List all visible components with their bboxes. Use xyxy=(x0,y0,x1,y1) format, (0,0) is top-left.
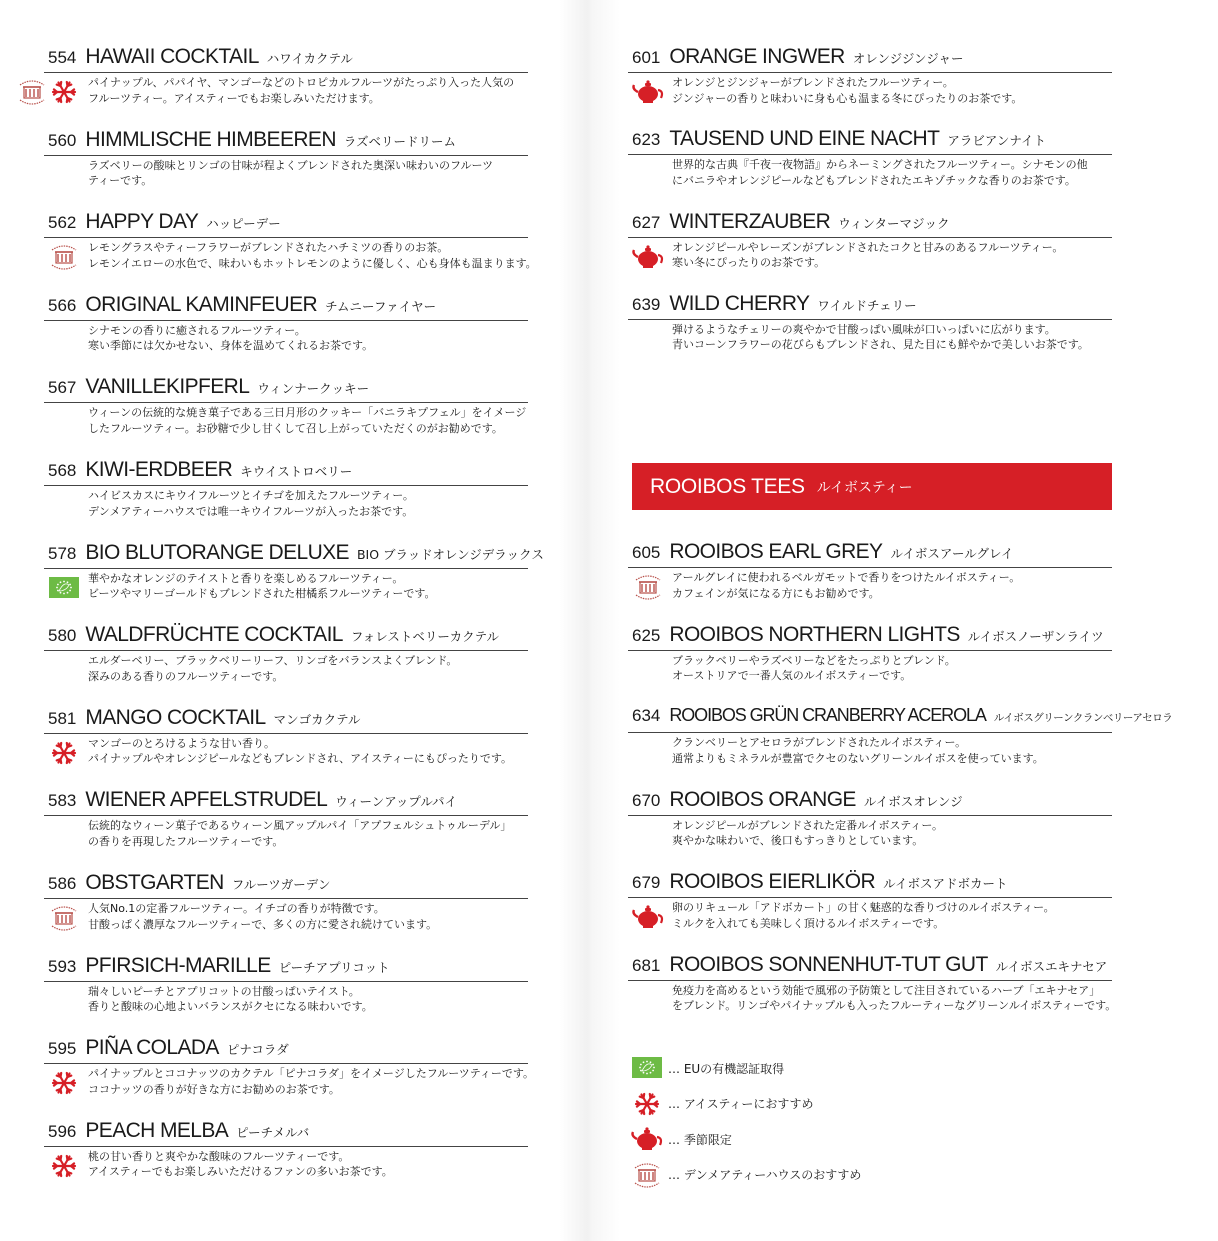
description-line: 免疫力を高めるという効能で風邪の予防策として注目されているハーブ「エキナセア」 xyxy=(672,983,1101,997)
tea-entry xyxy=(628,870,1118,940)
tea-name: WINTERZAUBER xyxy=(669,209,831,233)
tea-description xyxy=(88,984,536,1015)
description-line: オーストリアで一番人気のルイボスティーです。 xyxy=(672,669,912,682)
tea-description xyxy=(672,653,1120,684)
title-rule xyxy=(44,72,528,73)
legend-text: … アイスティーにおすすめ xyxy=(668,1097,814,1111)
description-line: アールグレイに使われるベルガモットで香りをつけたルイボスティー。 xyxy=(672,571,1021,584)
tea-name-jp: キウイストロベリー xyxy=(240,464,353,479)
entry-title xyxy=(48,1119,309,1143)
tea-name-jp: マンゴカクテル xyxy=(273,711,361,727)
description-line: ココナッツの香りが好きな方にお勧めのお茶です。 xyxy=(88,1082,340,1096)
tea-entry xyxy=(44,293,534,363)
description-line: 卵のリキュール「アドボカート」の甘く魅惑的な香りづけのルイボスティー。 xyxy=(672,901,1055,914)
tea-name-jp: ルイボスアールグレイ xyxy=(890,546,1014,561)
tea-number: 639 xyxy=(632,294,661,314)
description-line: パイナップルやオレンジピールなどもブレンドされ、アイスティーにもぴったりです。 xyxy=(88,752,512,766)
tea-name-jp: ルイボスオレンジ xyxy=(863,793,963,809)
description-line: をブレンド。リンゴやパイナップルも入ったフルーティーなグリーンルイボスティーです。 xyxy=(672,999,1117,1012)
tea-name: ORIGINAL KAMINFEUER xyxy=(85,292,318,316)
description-line: 弾けるようなチェリーの爽やかで甘酸っぱい風味が口いっぱいに広がります。 xyxy=(672,322,1056,336)
title-rule xyxy=(628,319,1112,320)
description-line: アイスティーでもお楽しみいただけるファンの多いお茶です。 xyxy=(88,1165,393,1179)
tea-description xyxy=(88,240,536,271)
entry-title xyxy=(48,954,390,978)
description-line: 桃の甘い香りと爽やかな酸味のフルーツティーです。 xyxy=(88,1149,350,1163)
entry-title xyxy=(632,953,1107,977)
title-rule xyxy=(44,568,528,569)
description-line: フルーツティー。アイスティーでもお楽しみいただけます。 xyxy=(88,91,380,105)
tea-description xyxy=(672,157,1120,188)
legend-item xyxy=(628,1052,1108,1084)
title-rule xyxy=(44,1063,528,1064)
description-line: 世界的な古典『千夜一夜物語』からネーミングされたフルーツティー。シナモンの他 xyxy=(672,158,1088,172)
tea-name-jp: BIO ブラッドオレンジデラックス xyxy=(356,546,544,562)
tea-entry xyxy=(44,210,537,280)
entry-title xyxy=(632,540,1013,564)
title-rule xyxy=(44,981,528,982)
tea-entry xyxy=(44,788,534,858)
tea-name: ROOIBOS GRÜN CRANBERRY ACEROLA xyxy=(669,705,986,725)
rooibos-section-banner xyxy=(632,463,1112,510)
tea-description xyxy=(88,488,536,519)
tea-name-jp: ウィーンアップルパイ xyxy=(335,794,457,810)
title-rule xyxy=(44,237,528,238)
tea-entry xyxy=(44,540,544,611)
description-line: パイナップル、パパイヤ、マンゴーなどのトロピカルフルーツがたっぷり入った人気の xyxy=(88,76,515,89)
teapot-icon xyxy=(632,77,664,107)
title-rule xyxy=(44,320,528,321)
tea-name: WIENER APFELSTRUDEL xyxy=(85,788,328,812)
tea-name-jp: ルイボスアドボカート xyxy=(883,876,1008,891)
tea-entry xyxy=(628,210,1118,280)
tea-entry xyxy=(628,705,1173,775)
tea-number: 560 xyxy=(48,130,77,150)
description-line: 青いコーンフラワーの花びらもブレンドされ、見た目にも鮮やかで美しいお茶です。 xyxy=(672,338,1089,352)
tea-description xyxy=(88,75,536,106)
tea-number: 566 xyxy=(48,295,77,315)
tea-description xyxy=(672,322,1120,353)
tea-number: 586 xyxy=(48,874,77,893)
tea-entry xyxy=(44,623,534,693)
title-rule xyxy=(628,650,1112,651)
tea-description xyxy=(88,901,536,932)
entry-title xyxy=(632,705,1172,726)
page-gutter xyxy=(560,0,620,1241)
tea-name-jp: ルイボスエキナセア xyxy=(995,958,1108,974)
tea-entry xyxy=(628,953,1118,1023)
tea-name: HIMMLISCHE HIMBEEREN xyxy=(85,127,336,151)
teehaus-badge-icon xyxy=(48,242,80,272)
entry-title xyxy=(632,788,963,812)
tea-description xyxy=(672,735,1120,766)
entry-title xyxy=(632,292,917,316)
entry-title xyxy=(632,45,963,69)
tea-name: OBSTGARTEN xyxy=(85,871,224,894)
tea-entry xyxy=(628,45,1118,115)
tea-name-jp: ピーチアプリコット xyxy=(278,959,390,975)
tea-name: PEACH MELBA xyxy=(85,1118,229,1142)
teehaus-badge-icon xyxy=(48,903,80,933)
tea-entry xyxy=(44,1119,534,1189)
description-line: パイナップルとココナッツのカクテル「ピナコラダ」をイメージしたフルーツティーです。 xyxy=(88,1067,535,1081)
tea-description xyxy=(672,818,1120,849)
eu-organic-leaf-icon xyxy=(630,1053,664,1083)
tea-name-jp: ハッピーデー xyxy=(206,216,281,232)
tea-name-jp: ルイボスノーザンライツ xyxy=(967,628,1104,644)
entry-title xyxy=(48,45,353,69)
tea-number: 670 xyxy=(632,790,661,810)
description-line: オレンジピールやレーズンがブレンドされたコクと甘みのあるフルーツティー。 xyxy=(672,240,1064,254)
tea-entry xyxy=(44,1036,534,1106)
tea-entry xyxy=(628,540,1118,610)
tea-name-jp: ピナコラダ xyxy=(226,1042,289,1058)
description-line: カフェインが気になる方にもお勧めです。 xyxy=(672,586,880,600)
tea-name: WALDFRÜCHTE COCKTAIL xyxy=(85,623,343,647)
description-line: ウィーンの伝統的な焼き菓子である三日月形のクッキー「バニラキプフェル」をイメージ xyxy=(88,406,527,420)
tea-number: 681 xyxy=(632,955,661,975)
legend-text: … 季節限定 xyxy=(668,1132,732,1147)
tea-name-jp: ラズベリードリーム xyxy=(343,133,457,149)
description-line: 香りと酸味の心地よいバランスがクセになる味わいです。 xyxy=(88,1000,373,1014)
tea-description xyxy=(88,653,536,684)
tea-entry xyxy=(44,706,534,776)
tea-name-jp: フォレストベリーカクテル xyxy=(350,629,500,645)
entry-title xyxy=(48,458,352,482)
tea-name: VANILLEKIPFERL xyxy=(85,375,250,399)
snowflake-icon xyxy=(48,1151,80,1181)
eu-organic-leaf-icon xyxy=(48,573,80,603)
tea-name-jp: ワイルドチェリー xyxy=(817,297,917,313)
description-line: オレンジとジンジャーがブレンドされたフルーツティー。 xyxy=(672,76,954,89)
tea-number: 567 xyxy=(48,378,77,398)
entry-title xyxy=(48,541,544,565)
description-line: 寒い冬にぴったりのお茶です。 xyxy=(672,256,826,270)
entry-title xyxy=(632,127,1046,151)
teehaus-badge-icon xyxy=(630,1160,664,1190)
description-line: マンゴーのとろけるような甘い香り。 xyxy=(88,736,275,750)
tea-name-jp: ルイボスグリーンクランベリーアセロラ xyxy=(993,712,1173,724)
tea-description xyxy=(88,736,536,767)
tea-entry xyxy=(628,623,1118,693)
teapot-icon xyxy=(632,242,664,272)
legend-text: … デンメアティーハウスのおすすめ xyxy=(668,1168,862,1182)
tea-name-jp: ウィンナークッキー xyxy=(257,381,370,397)
tea-name: HAPPY DAY xyxy=(85,210,199,234)
entry-title xyxy=(48,375,369,399)
entry-title xyxy=(48,293,436,317)
tea-number: 679 xyxy=(632,873,661,892)
tea-description xyxy=(672,983,1120,1014)
tea-name: MANGO COCKTAIL xyxy=(85,705,266,729)
tea-description xyxy=(672,240,1120,271)
tea-name: ROOIBOS ORANGE xyxy=(669,787,856,811)
snowflake-icon xyxy=(630,1089,664,1119)
tea-number: 596 xyxy=(48,1121,77,1141)
tea-entry xyxy=(628,292,1118,362)
description-line: 通常よりもミネラルが豊富でクセのないグリーンルイボスを使っています。 xyxy=(672,751,1044,765)
tea-name: PIÑA COLADA xyxy=(85,1036,219,1060)
description-line: ビーツやマリーゴールドもブレンドされた柑橘系フルーツティーです。 xyxy=(88,587,436,601)
tea-entry xyxy=(628,788,1118,858)
tea-name-jp: ウィンターマジック xyxy=(838,215,950,231)
tea-description xyxy=(88,1066,536,1097)
description-line: 人気No.1の定番フルーツティー。イチゴの香りが特徴です。 xyxy=(88,902,385,915)
title-rule xyxy=(628,980,1112,981)
tea-name: ROOIBOS NORTHERN LIGHTS xyxy=(669,622,960,646)
teapot-icon xyxy=(632,902,664,932)
entry-title xyxy=(48,871,330,895)
tea-entry xyxy=(44,458,534,528)
tea-number: 593 xyxy=(48,956,77,976)
tea-entry xyxy=(44,375,534,445)
tea-name: ROOIBOS EIERLIKÖR xyxy=(669,870,876,893)
title-rule xyxy=(44,402,528,403)
description-line: の香りを再現したフルーツティーです。 xyxy=(88,834,284,848)
tea-description xyxy=(88,323,536,354)
title-rule xyxy=(628,732,1112,733)
tea-description xyxy=(672,75,1120,106)
tea-number: 627 xyxy=(632,212,661,232)
tea-entry xyxy=(44,45,534,115)
tea-description xyxy=(672,900,1120,931)
tea-number: 578 xyxy=(48,543,77,563)
tea-number: 562 xyxy=(48,213,77,233)
entry-title xyxy=(632,870,1007,894)
description-line: 瑞々しいピーチとアプリコットの甘酸っぱいテイスト。 xyxy=(88,984,360,998)
description-line: 伝統的なウィーン菓子であるウィーン風アップルパイ「アプフェルシュトゥルーデル」 xyxy=(88,819,512,833)
description-line: 深みのある香りのフルーツティーです。 xyxy=(88,669,284,683)
tea-number: 568 xyxy=(48,461,77,480)
section-title: ROOIBOS TEES xyxy=(650,474,805,498)
tea-name-jp: チムニーファイヤー xyxy=(325,298,437,314)
description-line: ハイビスカスにキウイフルーツとイチゴを加えたフルーツティー。 xyxy=(88,489,414,502)
tea-name: BIO BLUTORANGE DELUXE xyxy=(85,540,349,564)
entry-title xyxy=(48,623,499,647)
description-line: 爽やかな味わいで、後口もすっきりとしています。 xyxy=(672,834,924,847)
legend-item xyxy=(628,1123,1108,1155)
snowflake-icon xyxy=(48,738,80,768)
tea-name-jp: アラビアンナイト xyxy=(947,133,1046,149)
tea-description xyxy=(672,570,1120,601)
description-line: レモングラスやティーフラワーがブレンドされたハチミツの香りのお茶。 xyxy=(88,241,449,255)
tea-name-jp: フルーツガーデン xyxy=(231,877,331,892)
snowflake-icon xyxy=(48,77,80,107)
tea-description xyxy=(88,158,536,189)
description-line: シナモンの香りに癒されるフルーツティー。 xyxy=(88,323,306,337)
description-line: ティーです。 xyxy=(88,174,153,188)
title-rule xyxy=(628,815,1112,816)
description-line: オレンジピールがブレンドされた定番ルイボスティー。 xyxy=(672,818,943,832)
tea-number: 625 xyxy=(632,625,661,645)
tea-name: WILD CHERRY xyxy=(669,291,810,315)
description-line: ブラックベリーやラズベリーなどをたっぷりとブレンド。 xyxy=(672,653,956,667)
description-line: レモンイエローの水色で、味わいもホットレモンのように優しく、心も身体も温まります。 xyxy=(88,256,537,270)
tea-description xyxy=(88,818,536,849)
title-rule xyxy=(628,567,1112,568)
teehaus-badge-icon xyxy=(632,572,664,602)
tea-description xyxy=(88,571,536,602)
tea-number: 580 xyxy=(48,626,77,646)
description-line: にバニラやオレンジピールなどもブレンドされたエキゾチックな香りのお茶です。 xyxy=(672,173,1076,187)
description-line: 寒い季節には欠かせない、身体を温めてくれるお茶です。 xyxy=(88,339,374,353)
title-rule xyxy=(628,237,1112,238)
tea-name: ORANGE INGWER xyxy=(669,45,845,68)
entry-title xyxy=(632,210,949,234)
tea-name: ROOIBOS EARL GREY xyxy=(669,540,883,563)
section-title-jp: ルイボスティー xyxy=(816,479,913,496)
tea-number: 554 xyxy=(48,48,77,67)
description-line: デンメアティーハウスでは唯一キウイフルーツが入ったお茶です。 xyxy=(88,504,414,518)
title-rule xyxy=(628,897,1112,898)
title-rule xyxy=(628,72,1112,73)
tea-entry xyxy=(44,954,534,1024)
entry-title xyxy=(632,623,1104,647)
tea-number: 595 xyxy=(48,1039,77,1059)
tea-number: 601 xyxy=(632,48,661,67)
legend-text: … EUの有機認証取得 xyxy=(668,1061,785,1076)
entry-title xyxy=(48,706,361,730)
description-line: 甘酸っぱく濃厚なフルーツティーで、多くの方に愛され続けています。 xyxy=(88,917,438,931)
title-rule xyxy=(44,815,528,816)
tea-number: 581 xyxy=(48,708,77,728)
tea-description xyxy=(88,405,536,436)
tea-name-jp: ハワイカクテル xyxy=(266,51,353,66)
description-line: したフルーツティー。お砂糖で少し甘くして召し上がっていただくのがお勧めです。 xyxy=(88,421,503,435)
snowflake-icon xyxy=(48,1068,80,1098)
description-line: 華やかなオレンジのテイストと香りを楽しめるフルーツティー。 xyxy=(88,571,404,585)
tea-name-jp: オレンジジンジャー xyxy=(852,51,964,66)
teehaus-badge-icon xyxy=(16,77,48,107)
teapot-icon xyxy=(630,1124,664,1154)
description-line: エルダーベリー、ブラックベリーリーフ、リンゴをバランスよくブレンド。 xyxy=(88,654,458,668)
description-line: クランベリーとアセロラがブレンドされたルイボスティー。 xyxy=(672,736,967,749)
legend-item xyxy=(628,1159,1108,1191)
tea-name: PFIRSICH-MARILLE xyxy=(85,953,271,977)
tea-number: 605 xyxy=(632,543,661,562)
title-rule xyxy=(628,154,1112,155)
tea-name: KIWI-ERDBEER xyxy=(85,458,233,481)
title-rule xyxy=(44,1146,528,1147)
title-rule xyxy=(44,155,528,156)
tea-entry xyxy=(44,128,534,198)
tea-number: 583 xyxy=(48,791,77,811)
description-line: ジンジャーの香りと味わいに身も心も温まる冬にぴったりのお茶です。 xyxy=(672,91,1023,105)
title-rule xyxy=(44,733,528,734)
title-rule xyxy=(44,650,528,651)
description-line: ミルクを入れても美味しく頂けるルイボスティーです。 xyxy=(672,916,945,930)
tea-name: ROOIBOS SONNENHUT-TUT GUT xyxy=(669,952,988,976)
entry-title xyxy=(48,1036,289,1060)
title-rule xyxy=(44,485,528,486)
title-rule xyxy=(44,898,528,899)
entry-title xyxy=(48,788,457,812)
tea-name-jp: ピーチメルバ xyxy=(236,1124,310,1140)
tea-name: HAWAII COCKTAIL xyxy=(85,45,259,68)
entry-title xyxy=(48,210,281,234)
description-line: ラズベリーの酸味とリンゴの甘味が程よくブレンドされた奥深い味わいのフルーツ xyxy=(88,158,494,172)
legend-item xyxy=(628,1088,1108,1120)
tea-name: TAUSEND UND EINE NACHT xyxy=(669,127,940,151)
tea-entry xyxy=(628,127,1118,197)
tea-number: 623 xyxy=(632,130,661,150)
tea-number: 634 xyxy=(632,706,661,725)
tea-entry xyxy=(44,871,534,941)
tea-description xyxy=(88,1149,536,1180)
entry-title xyxy=(48,128,456,152)
